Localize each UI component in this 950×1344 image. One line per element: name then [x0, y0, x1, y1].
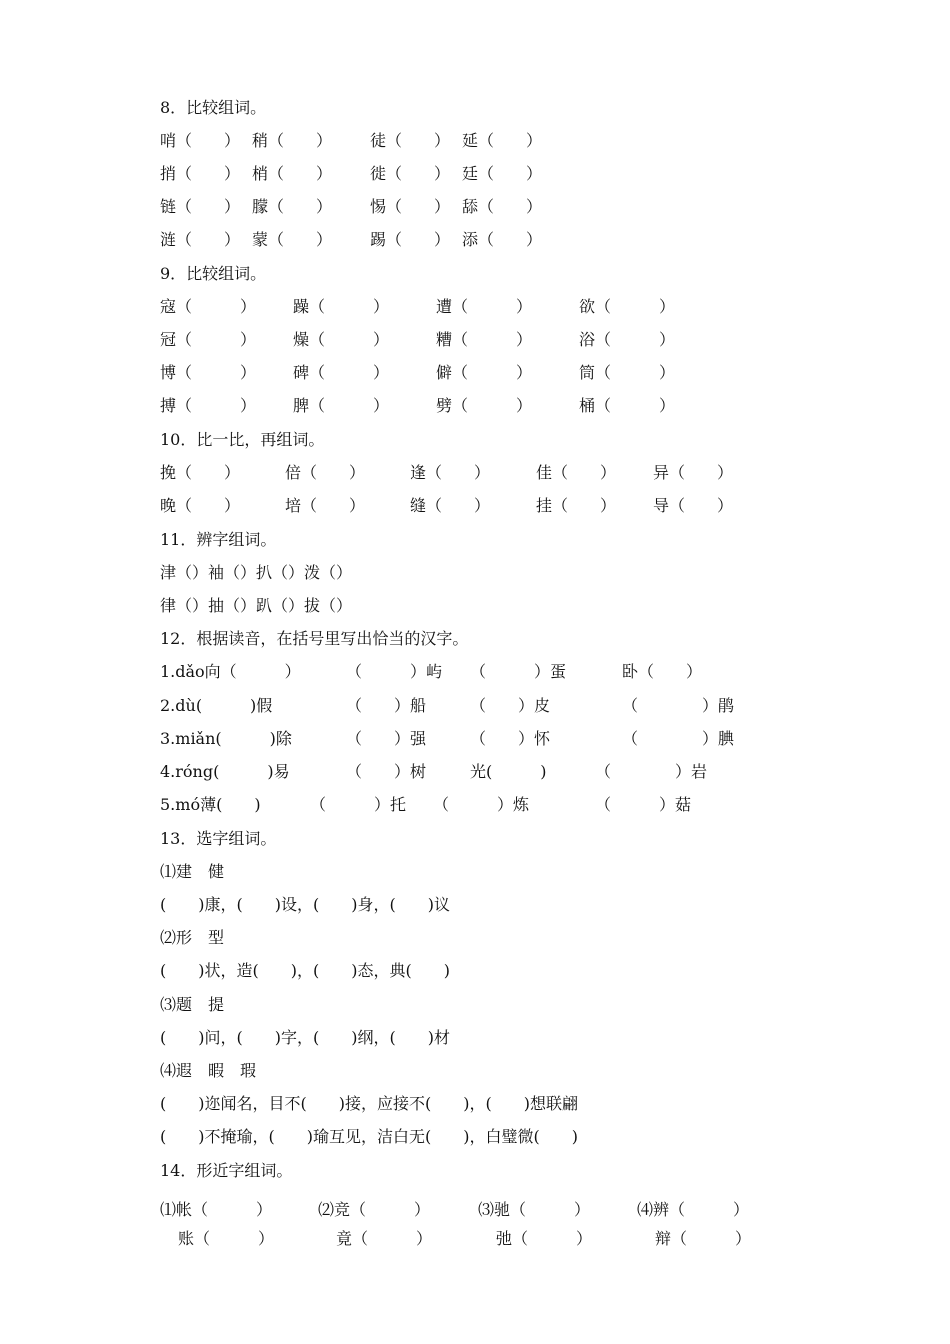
worksheet-item: 徙（ ） [370, 164, 451, 183]
worksheet-item: 冠（ ） [160, 330, 257, 349]
worksheet-item: 舔（ ） [462, 197, 543, 216]
worksheet-item: 添（ ） [462, 230, 543, 249]
worksheet-item: 津（）袖（）扒（）泼（） [160, 563, 353, 582]
worksheet-item: 浴（ ） [579, 330, 676, 349]
worksheet-item: 佳（ ） [536, 463, 617, 482]
worksheet-item: （ ）炼 [433, 795, 530, 814]
worksheet-item: 3.miǎn( )除 [160, 729, 292, 748]
worksheet-item: 13．选字组词。 [160, 829, 277, 848]
worksheet-item: 踢（ ） [370, 230, 451, 249]
worksheet-item: 10．比一比，再组词。 [160, 430, 325, 449]
worksheet-item: （ ）腆 [622, 729, 735, 748]
worksheet-item: （ ）托 [310, 795, 407, 814]
worksheet-item: 哨（ ） [160, 131, 241, 150]
worksheet-item: （ ）树 [346, 762, 427, 781]
worksheet-item: 导（ ） [653, 496, 734, 515]
worksheet-item: 劈（ ） [436, 396, 533, 415]
worksheet-item: ( )康，( )设，( )身，( )议 [160, 895, 450, 914]
worksheet-item: ⑶驰（ ） [478, 1200, 591, 1219]
worksheet-item: 挽（ ） [160, 463, 241, 482]
worksheet-item: 卧（ ） [622, 662, 703, 681]
worksheet-item: ⑷辨（ ） [637, 1200, 750, 1219]
worksheet-item: （ ）菇 [595, 795, 692, 814]
worksheet-item: 链（ ） [160, 197, 241, 216]
worksheet-item: ( )不掩瑜，( )瑜互见，洁白无( )，白璧微( ) [160, 1127, 578, 1146]
worksheet-item: 挂（ ） [536, 496, 617, 515]
worksheet-item: ⑷遐 暇 瑕 [160, 1061, 257, 1080]
worksheet-item: 5.mó薄( ) [160, 795, 261, 814]
worksheet-item: （ ）皮 [470, 696, 551, 715]
worksheet-item: （ ）屿 [346, 662, 443, 681]
worksheet-item: 碑（ ） [293, 363, 390, 382]
worksheet-item: ⑵形 型 [160, 928, 225, 947]
worksheet-item: 逢（ ） [410, 463, 491, 482]
worksheet-item: 异（ ） [653, 463, 734, 482]
worksheet-item: 躁（ ） [293, 297, 390, 316]
worksheet-item: 2.dù( )假 [160, 696, 273, 715]
worksheet-item: （ ）鹃 [622, 696, 735, 715]
worksheet-item: 律（）抽（）趴（）拔（） [160, 596, 353, 615]
worksheet-item: 僻（ ） [436, 363, 533, 382]
worksheet-item: （ ）怀 [470, 729, 551, 748]
worksheet-item: ( )迩闻名，目不( )接，应接不( )，( )想联翩 [160, 1094, 578, 1113]
worksheet-item: 博（ ） [160, 363, 257, 382]
worksheet-item: （ ）蛋 [470, 662, 567, 681]
worksheet-item: ⑵竞（ ） [318, 1200, 431, 1219]
worksheet-item: 12．根据读音，在括号里写出恰当的汉字。 [160, 629, 469, 648]
worksheet-item: 梢（ ） [252, 164, 333, 183]
worksheet-item: 弛（ ） [496, 1229, 593, 1248]
worksheet-item: 11．辨字组词。 [160, 530, 277, 549]
worksheet-item: ( )问，( )字，( )纲，( )材 [160, 1028, 450, 1047]
worksheet-item: 脾（ ） [293, 396, 390, 415]
worksheet-item: 廷（ ） [462, 164, 543, 183]
worksheet-item: ( )状，造( )，( )态，典( ) [160, 961, 450, 980]
worksheet-item: 捎（ ） [160, 164, 241, 183]
worksheet-item: 蒙（ ） [252, 230, 333, 249]
worksheet-item: 辩（ ） [655, 1229, 752, 1248]
worksheet-item: 欲（ ） [579, 297, 676, 316]
worksheet-item: 燥（ ） [293, 330, 390, 349]
worksheet-item: 4.róng( )易 [160, 762, 290, 781]
worksheet-item: 延（ ） [462, 131, 543, 150]
worksheet-item: 光( ) [470, 762, 547, 781]
worksheet-item: ⑶题 提 [160, 995, 225, 1014]
worksheet-item: 糟（ ） [436, 330, 533, 349]
worksheet-item: （ ）船 [346, 696, 427, 715]
worksheet-item: ⑴建 健 [160, 862, 225, 881]
worksheet-item: 1.dǎo向（ ） [160, 662, 301, 681]
worksheet-item: 9．比较组词。 [160, 264, 267, 283]
worksheet-item: 遭（ ） [436, 297, 533, 316]
worksheet-item: ⑴帐（ ） [160, 1200, 273, 1219]
worksheet-item: 涟（ ） [160, 230, 241, 249]
worksheet-item: 寇（ ） [160, 297, 257, 316]
worksheet-item: 晚（ ） [160, 496, 241, 515]
worksheet-item: 竟（ ） [336, 1229, 433, 1248]
worksheet-item: （ ）强 [346, 729, 427, 748]
worksheet-item: 徒（ ） [370, 131, 451, 150]
worksheet-item: 搏（ ） [160, 396, 257, 415]
worksheet-item: 账（ ） [178, 1229, 275, 1248]
worksheet-item: 8．比较组词。 [160, 98, 267, 117]
worksheet-item: 桶（ ） [579, 396, 676, 415]
worksheet-item: 筒（ ） [579, 363, 676, 382]
worksheet-item: 倍（ ） [285, 463, 366, 482]
worksheet-item: 14．形近字组词。 [160, 1161, 293, 1180]
worksheet-item: 朦（ ） [252, 197, 333, 216]
worksheet-item: 培（ ） [285, 496, 366, 515]
worksheet-item: 惕（ ） [370, 197, 451, 216]
worksheet-item: 缝（ ） [410, 496, 491, 515]
worksheet-item: 稍（ ） [252, 131, 333, 150]
worksheet-item: （ ）岩 [595, 762, 708, 781]
